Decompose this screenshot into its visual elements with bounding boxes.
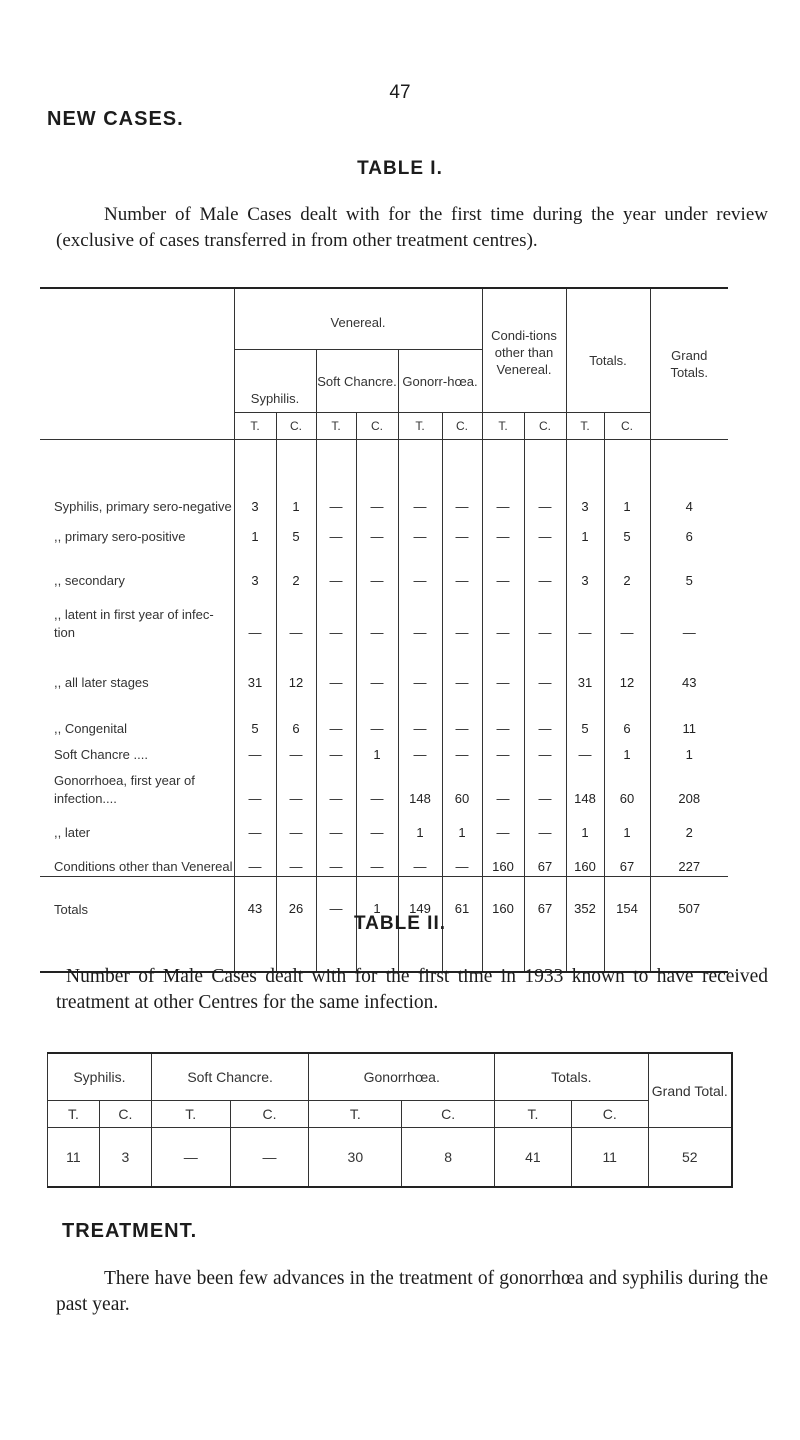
table1-cell: —: [524, 590, 566, 642]
table1-cell: 1: [442, 808, 482, 842]
table2-intro: Number of Male Cases dealt with for the first time in 1933 known to have received treatment at other Centres for the same infection.: [56, 966, 768, 1013]
table1-total-cell: 43: [234, 877, 276, 973]
table1-cell: 3: [566, 546, 604, 590]
table2: [47, 1052, 733, 1188]
table1-cell: 5: [650, 546, 728, 590]
table1-cell: —: [316, 642, 356, 692]
table1-cell: —: [442, 516, 482, 546]
table1-cell: 160: [482, 842, 524, 877]
table1-cell: —: [234, 808, 276, 842]
table1-cell: 2: [604, 546, 650, 590]
table2-sub-t: T.: [151, 1101, 230, 1128]
table1-cell: —: [482, 738, 524, 764]
table1-cell: 11: [650, 692, 728, 738]
table1-cell: 5: [276, 516, 316, 546]
table1-cell: 1: [234, 516, 276, 546]
table2-cell: 52: [648, 1128, 732, 1188]
table1-cell: —: [482, 440, 524, 517]
table1-cell: —: [356, 546, 398, 590]
table1-cell: —: [234, 590, 276, 642]
table2-sub-c: C.: [99, 1101, 151, 1128]
table2-cell: 30: [309, 1128, 402, 1188]
table1-cell: 208: [650, 764, 728, 808]
table1-total-cell: 352: [566, 877, 604, 973]
table2-cell: —: [230, 1128, 309, 1188]
table1-cell: —: [276, 808, 316, 842]
table1-cell: —: [524, 516, 566, 546]
table1-cell: —: [442, 692, 482, 738]
table1-cell: —: [316, 440, 356, 517]
table1-sub-c: C.: [356, 413, 398, 440]
table1-cell: 1: [276, 440, 316, 517]
table1-cell: 1: [566, 516, 604, 546]
table1-cell: 60: [604, 764, 650, 808]
table1-row: [40, 440, 728, 517]
table2-cell: 11: [48, 1128, 100, 1188]
table1-total-cell: 1: [356, 877, 398, 973]
table2-cell: —: [151, 1128, 230, 1188]
table1: [40, 287, 728, 973]
table1-sub-c: C.: [276, 413, 316, 440]
table1-cell: —: [482, 516, 524, 546]
table1-header-venereal: Venereal.: [234, 288, 482, 350]
table1-intro: Number of Male Cases dealt with for the first time during the year under review (exclusive of cases transferred in from other treatment centres).: [56, 204, 768, 251]
section-heading-treatment: TREATMENT.: [62, 1220, 198, 1242]
table1-cell: 67: [604, 842, 650, 877]
table1-cell: —: [356, 642, 398, 692]
table2-header-totals: Totals.: [495, 1053, 649, 1101]
table1-cell: —: [276, 738, 316, 764]
table1-total-cell: 507: [650, 877, 728, 973]
table1-cell: —: [356, 808, 398, 842]
table1-cell: —: [316, 808, 356, 842]
table1-cell: —: [566, 590, 604, 642]
table1-cell: —: [442, 642, 482, 692]
table1-cell: 5: [604, 516, 650, 546]
table1-row-label: Conditions other than Venereal: [54, 859, 233, 874]
table1-cell: 3: [566, 440, 604, 517]
table1-row: [40, 808, 728, 842]
table1-total-cell: 26: [276, 877, 316, 973]
table1-cell: —: [356, 842, 398, 877]
table1-cell: 6: [276, 692, 316, 738]
table1-cell: —: [398, 590, 442, 642]
table1-cell: —: [276, 590, 316, 642]
table1-cell: 5: [234, 692, 276, 738]
table1-row-label: Gonorrhoea, first year of infection....: [54, 773, 195, 806]
table1-cell: —: [276, 764, 316, 808]
table1-row-label: ,, Congenital: [54, 721, 127, 736]
table1-cell: —: [524, 692, 566, 738]
table1-header-totals: Totals.: [566, 288, 650, 413]
table2-sub-c: C.: [571, 1101, 648, 1128]
table1-cell: —: [482, 642, 524, 692]
table1-cell: 160: [566, 842, 604, 877]
table1-cell: —: [316, 546, 356, 590]
table1-cell: 3: [234, 546, 276, 590]
table1-total-cell: 154: [604, 877, 650, 973]
table1-cell: —: [234, 764, 276, 808]
table1-cell: 5: [566, 692, 604, 738]
table1-cell: 1: [604, 440, 650, 517]
table1-cell: —: [398, 738, 442, 764]
page-number: 47: [389, 82, 411, 103]
table2-cell: 3: [99, 1128, 151, 1188]
table1-cell: 6: [604, 692, 650, 738]
table1-cell: —: [442, 440, 482, 517]
table1-cell: 3: [234, 440, 276, 517]
table1-row: [40, 842, 728, 877]
table1-cell: —: [442, 546, 482, 590]
table1-cell: —: [442, 590, 482, 642]
table1-total-cell: 160: [482, 877, 524, 973]
table1-cell: —: [398, 440, 442, 517]
table1-cell: —: [524, 440, 566, 517]
table1-sub-t: T.: [234, 413, 276, 440]
table1-cell: —: [316, 516, 356, 546]
table1-row: [40, 738, 728, 764]
table1-cell: 12: [604, 642, 650, 692]
table1-cell: 1: [398, 808, 442, 842]
table1-cell: —: [234, 842, 276, 877]
table2-sub-t: T.: [309, 1101, 402, 1128]
table1-title: TABLE I.: [357, 158, 443, 179]
table1-cell: —: [524, 764, 566, 808]
table2-header-gonorrhoea: Gonorrhœa.: [309, 1053, 495, 1101]
table1-cell: —: [524, 738, 566, 764]
table1-cell: —: [398, 516, 442, 546]
table1-cell: —: [482, 692, 524, 738]
table1-total-cell: 67: [524, 877, 566, 973]
table1-cell: —: [316, 590, 356, 642]
table1-cell: 1: [604, 808, 650, 842]
table1-cell: —: [650, 590, 728, 642]
table1-row-label: Syphilis, primary sero-negative: [40, 440, 234, 517]
table2-sub-t: T.: [48, 1101, 100, 1128]
table1-total-cell: 149: [398, 877, 442, 973]
table1-cell: 148: [398, 764, 442, 808]
table1-row-label: ,, latent in first year of infec-tion: [54, 607, 214, 640]
table1-cell: 2: [650, 808, 728, 842]
table1-cell: —: [316, 738, 356, 764]
table1-cell: —: [276, 842, 316, 877]
table1-cell: —: [482, 808, 524, 842]
table1-header-soft-chancre: Soft Chancre.: [316, 350, 398, 413]
table1-corner: [40, 288, 234, 440]
table1-sub-t: T.: [566, 413, 604, 440]
table1-cell: —: [442, 738, 482, 764]
table2-header-grand-total: Grand Total.: [648, 1053, 732, 1128]
table1-cell: 67: [524, 842, 566, 877]
table1-totals-label: Totals: [40, 877, 234, 973]
table1-row-label: Soft Chancre ....: [54, 747, 148, 762]
table1-cell: —: [604, 590, 650, 642]
table1-cell: 4: [650, 440, 728, 517]
table1-cell: 1: [604, 738, 650, 764]
table1-cell: —: [356, 590, 398, 642]
table1-cell: 148: [566, 764, 604, 808]
table2-cell: 11: [571, 1128, 648, 1188]
table1-sub-t: T.: [398, 413, 442, 440]
table1-cell: 60: [442, 764, 482, 808]
table1-cell: 1: [356, 738, 398, 764]
table1-row: [40, 590, 728, 642]
table1-sub-t: T.: [482, 413, 524, 440]
table1-cell: —: [234, 738, 276, 764]
table1-cell: 6: [650, 516, 728, 546]
table1-cell: —: [524, 546, 566, 590]
table1-header-conditions: Condi-tions other than Venereal.: [482, 288, 566, 413]
table1-cell: —: [398, 842, 442, 877]
table1-cell: —: [316, 842, 356, 877]
table1-row: [40, 642, 728, 692]
treatment-paragraph: There have been few advances in the treatment of gonorrhœa and syphilis during the past year.: [56, 1268, 768, 1315]
table1-total-cell: 61: [442, 877, 482, 973]
table1-cell: —: [398, 692, 442, 738]
table1-header-grand-totals: Grand Totals.: [650, 288, 728, 440]
table1-total-cell: —: [316, 877, 356, 973]
table2-sub-c: C.: [402, 1101, 495, 1128]
table1-row: [40, 516, 728, 546]
table1-cell: —: [482, 590, 524, 642]
table1-cell: 31: [566, 642, 604, 692]
table2-sub-t: T.: [495, 1101, 572, 1128]
table1-cell: —: [316, 692, 356, 738]
table1-row-label: ,, primary sero-positive: [54, 529, 186, 544]
table2-sub-c: C.: [230, 1101, 309, 1128]
table1-sub-c: C.: [524, 413, 566, 440]
table1-cell: —: [356, 440, 398, 517]
table1-row-label: ,, all later stages: [54, 675, 149, 690]
table2-cell: 8: [402, 1128, 495, 1188]
table2-title: TABLE II.: [353, 913, 447, 934]
table1-sub-c: C.: [604, 413, 650, 440]
table1-sub-t: T.: [316, 413, 356, 440]
table1-cell: —: [482, 764, 524, 808]
table1-cell: —: [442, 842, 482, 877]
table1-sub-c: C.: [442, 413, 482, 440]
table2-header-syphilis: Syphilis.: [48, 1053, 152, 1101]
table1-cell: —: [482, 546, 524, 590]
section-heading-new-cases: NEW CASES.: [47, 108, 184, 130]
table1-cell: —: [398, 642, 442, 692]
table1-cell: —: [356, 516, 398, 546]
table1-cell: 31: [234, 642, 276, 692]
table1-cell: —: [524, 642, 566, 692]
table1-cell: 1: [650, 738, 728, 764]
table1-row-label: ,, later: [54, 825, 91, 840]
table1-row-label: ,, secondary: [54, 573, 125, 588]
table1-cell: —: [356, 692, 398, 738]
table1-cell: —: [316, 764, 356, 808]
table1-cell: 1: [566, 808, 604, 842]
table1-cell: 227: [650, 842, 728, 877]
table1-row: [40, 546, 728, 590]
table1-cell: —: [524, 808, 566, 842]
table1-row: [40, 764, 728, 808]
table1-row: [40, 692, 728, 738]
table2-header-soft-chancre: Soft Chancre.: [151, 1053, 309, 1101]
table1-header-syphilis: Syphilis.: [234, 350, 316, 413]
table1-cell: 43: [650, 642, 728, 692]
table1-cell: 2: [276, 546, 316, 590]
table1-cell: 12: [276, 642, 316, 692]
table1-cell: —: [566, 738, 604, 764]
table1-cell: —: [398, 546, 442, 590]
table2-cell: 41: [495, 1128, 572, 1188]
table1-header-gonorrhoea: Gonorr-hœa.: [398, 350, 482, 413]
table1-cell: —: [356, 764, 398, 808]
